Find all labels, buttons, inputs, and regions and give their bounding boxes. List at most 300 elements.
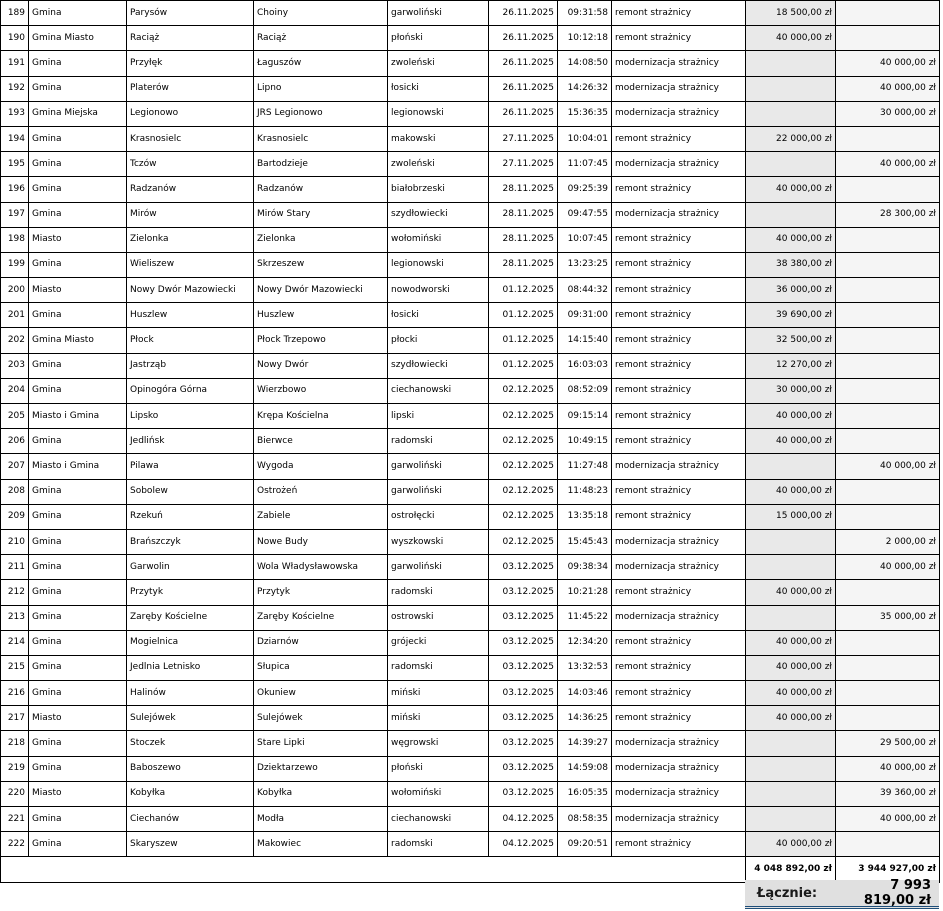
cell-municipality: Baboszewo [127,756,254,781]
cell-type: Gmina [29,655,127,680]
table-row [1,832,940,857]
table-row [1,807,940,832]
cell-time: 09:15:14 [558,404,612,429]
cell-municipality: Wieliszew [127,252,254,277]
cell-type: Gmina [29,353,127,378]
cell-locality: Stare Lipki [254,731,388,756]
cell-type: Gmina [29,177,127,202]
cell-time: 14:03:46 [558,681,612,706]
cell-locality: Zabiele [254,504,388,529]
grand-total [745,880,939,909]
cell-county: wołomiński [388,781,489,806]
cell-type: Gmina [29,529,127,554]
cell-no: 208 [1,479,29,504]
cell-municipality: Zaręby Kościelne [127,605,254,630]
cell-date: 26.11.2025 [489,1,558,26]
cell-county: łosicki [388,303,489,328]
cell-time: 15:45:43 [558,529,612,554]
cell-date: 26.11.2025 [489,51,558,76]
cell-locality: Krępa Kościelna [254,404,388,429]
cell-locality: Nowe Budy [254,529,388,554]
cell-type: Gmina [29,479,127,504]
cell-county: grójecki [388,630,489,655]
cell-amt1: 40 000,00 zł [746,580,836,605]
cell-municipality: Jedlińsk [127,429,254,454]
table-row [1,328,940,353]
cell-date: 01.12.2025 [489,278,558,303]
cell-time: 14:15:40 [558,328,612,353]
table-row [1,303,940,328]
cell-amt1 [746,807,836,832]
cell-no: 207 [1,454,29,479]
cell-county: szydłowiecki [388,353,489,378]
cell-municipality: Legionowo [127,101,254,126]
cell-amt2: 40 000,00 zł [836,555,940,580]
cell-no: 214 [1,630,29,655]
cell-type: Gmina [29,429,127,454]
cell-amt2: 2 000,00 zł [836,529,940,554]
cell-type: Gmina Miejska [29,101,127,126]
table-row [1,731,940,756]
cell-time: 08:52:09 [558,378,612,403]
cell-amt1 [746,152,836,177]
cell-no: 217 [1,706,29,731]
cell-type: Gmina [29,76,127,101]
cell-scope: modernizacja strażnicy [612,731,746,756]
cell-locality: Nowy Dwór Mazowiecki [254,278,388,303]
cell-municipality: Parysów [127,1,254,26]
cell-date: 02.12.2025 [489,504,558,529]
cell-time: 08:44:32 [558,278,612,303]
cell-amt2 [836,1,940,26]
cell-no: 199 [1,252,29,277]
cell-county: wołomiński [388,227,489,252]
cell-municipality: Rzekuń [127,504,254,529]
table-row [1,681,940,706]
cell-date: 27.11.2025 [489,126,558,151]
cell-no: 213 [1,605,29,630]
cell-county: ciechanowski [388,807,489,832]
cell-no: 193 [1,101,29,126]
cell-scope: remont strażnicy [612,353,746,378]
cell-county: radomski [388,655,489,680]
cell-amt1: 40 000,00 zł [746,832,836,857]
cell-county: łosicki [388,76,489,101]
cell-time: 11:27:48 [558,454,612,479]
cell-scope: remont strażnicy [612,429,746,454]
cell-type: Gmina Miasto [29,328,127,353]
cell-locality: Bartodzieje [254,152,388,177]
cell-locality: Choiny [254,1,388,26]
cell-time: 13:23:25 [558,252,612,277]
table-row [1,26,940,51]
cell-amt2 [836,26,940,51]
cell-type: Gmina [29,202,127,227]
cell-amt1: 30 000,00 zł [746,378,836,403]
cell-amt1 [746,731,836,756]
cell-amt2 [836,681,940,706]
table-row [1,605,940,630]
table-row [1,404,940,429]
cell-date: 02.12.2025 [489,404,558,429]
table-row [1,51,940,76]
cell-time: 09:25:39 [558,177,612,202]
cell-time: 14:59:08 [558,756,612,781]
cell-amt1: 40 000,00 zł [746,630,836,655]
cell-county: ciechanowski [388,378,489,403]
cell-time: 11:07:45 [558,152,612,177]
cell-type: Gmina [29,630,127,655]
cell-date: 26.11.2025 [489,76,558,101]
cell-locality: Krasnosielc [254,126,388,151]
cell-no: 196 [1,177,29,202]
cell-date: 03.12.2025 [489,605,558,630]
cell-locality: Lipno [254,76,388,101]
cell-scope: remont strażnicy [612,630,746,655]
cell-time: 08:58:35 [558,807,612,832]
cell-amt1: 39 690,00 zł [746,303,836,328]
cell-scope: modernizacja strażnicy [612,454,746,479]
cell-amt2 [836,404,940,429]
cell-type: Gmina [29,731,127,756]
cell-date: 01.12.2025 [489,353,558,378]
cell-date: 02.12.2025 [489,429,558,454]
cell-municipality: Nowy Dwór Mazowiecki [127,278,254,303]
cell-amt1: 22 000,00 zł [746,126,836,151]
table-row [1,479,940,504]
cell-amt1: 40 000,00 zł [746,706,836,731]
table-row [1,555,940,580]
cell-county: garwoliński [388,555,489,580]
cell-amt1: 32 500,00 zł [746,328,836,353]
cell-scope: remont strażnicy [612,328,746,353]
cell-time: 13:32:53 [558,655,612,680]
cell-no: 189 [1,1,29,26]
cell-time: 11:48:23 [558,479,612,504]
cell-county: ostrołęcki [388,504,489,529]
cell-time: 16:05:35 [558,781,612,806]
cell-municipality: Krasnosielc [127,126,254,151]
cell-scope: modernizacja strażnicy [612,807,746,832]
cell-date: 04.12.2025 [489,832,558,857]
cell-type: Gmina [29,605,127,630]
cell-county: zwoleński [388,51,489,76]
cell-scope: modernizacja strażnicy [612,101,746,126]
cell-scope: modernizacja strażnicy [612,529,746,554]
cell-time: 10:21:28 [558,580,612,605]
cell-scope: remont strażnicy [612,378,746,403]
cell-amt2 [836,655,940,680]
cell-no: 202 [1,328,29,353]
cell-type: Gmina [29,303,127,328]
grand-total-label: Łącznie: [757,885,818,901]
cell-amt1: 36 000,00 zł [746,278,836,303]
cell-amt2 [836,328,940,353]
cell-amt2 [836,278,940,303]
cell-date: 02.12.2025 [489,378,558,403]
cell-no: 215 [1,655,29,680]
cell-date: 28.11.2025 [489,177,558,202]
cell-municipality: Płock [127,328,254,353]
cell-scope: remont strażnicy [612,504,746,529]
cell-municipality: Zielonka [127,227,254,252]
cell-locality: Słupica [254,655,388,680]
cell-county: garwoliński [388,479,489,504]
cell-municipality: Platerów [127,76,254,101]
cell-county: legionowski [388,101,489,126]
cell-amt2 [836,252,940,277]
cell-amt1 [746,756,836,781]
cell-no: 204 [1,378,29,403]
cell-locality: Wola Władysławowska [254,555,388,580]
grand-total-value: 7 993 819,00 zł [863,878,931,908]
table-row [1,706,940,731]
cell-locality: Makowiec [254,832,388,857]
cell-amt1 [746,454,836,479]
cell-locality: Przytyk [254,580,388,605]
cell-county: makowski [388,126,489,151]
cell-type: Gmina [29,378,127,403]
cell-no: 206 [1,429,29,454]
cell-no: 200 [1,278,29,303]
cell-date: 26.11.2025 [489,101,558,126]
cell-amt1: 18 500,00 zł [746,1,836,26]
cell-time: 09:31:58 [558,1,612,26]
cell-no: 220 [1,781,29,806]
cell-locality: Mirów Stary [254,202,388,227]
cell-date: 02.12.2025 [489,529,558,554]
cell-no: 210 [1,529,29,554]
cell-time: 09:31:00 [558,303,612,328]
cell-time: 15:36:35 [558,101,612,126]
cell-date: 04.12.2025 [489,807,558,832]
cell-type: Gmina [29,51,127,76]
cell-scope: remont strażnicy [612,832,746,857]
cell-date: 03.12.2025 [489,555,558,580]
cell-locality: Płock Trzepowo [254,328,388,353]
cell-municipality: Halinów [127,681,254,706]
cell-locality: Kobyłka [254,781,388,806]
table-row [1,529,940,554]
cell-date: 27.11.2025 [489,152,558,177]
cell-no: 194 [1,126,29,151]
cell-amt2 [836,630,940,655]
cell-type: Gmina [29,555,127,580]
cell-no: 221 [1,807,29,832]
cell-no: 203 [1,353,29,378]
cell-type: Miasto [29,278,127,303]
table-body [1,1,940,857]
cell-scope: remont strażnicy [612,126,746,151]
cell-date: 28.11.2025 [489,202,558,227]
cell-type: Gmina [29,152,127,177]
cell-amt1 [746,202,836,227]
cell-time: 10:49:15 [558,429,612,454]
cell-type: Gmina Miasto [29,26,127,51]
cell-amt2: 28 300,00 zł [836,202,940,227]
table-row [1,504,940,529]
cell-time: 10:07:45 [558,227,612,252]
cell-municipality: Tczów [127,152,254,177]
cell-amt1: 12 270,00 zł [746,353,836,378]
cell-scope: remont strażnicy [612,303,746,328]
cell-county: radomski [388,832,489,857]
cell-scope: remont strażnicy [612,706,746,731]
cell-municipality: Radzanów [127,177,254,202]
cell-scope: remont strażnicy [612,252,746,277]
table-row [1,76,940,101]
cell-county: wyszkowski [388,529,489,554]
cell-no: 211 [1,555,29,580]
cell-locality: JRS Legionowo [254,101,388,126]
cell-locality: Bierwce [254,429,388,454]
cell-scope: remont strażnicy [612,479,746,504]
cell-amt2 [836,706,940,731]
cell-county: szydłowiecki [388,202,489,227]
cell-time: 13:35:18 [558,504,612,529]
cell-no: 205 [1,404,29,429]
cell-date: 28.11.2025 [489,252,558,277]
table-row [1,429,940,454]
cell-amt1: 40 000,00 zł [746,429,836,454]
cell-amt2 [836,832,940,857]
cell-no: 218 [1,731,29,756]
cell-county: białobrzeski [388,177,489,202]
cell-no: 219 [1,756,29,781]
table-row [1,781,940,806]
cell-scope: remont strażnicy [612,655,746,680]
cell-type: Gmina [29,504,127,529]
cell-time: 09:20:51 [558,832,612,857]
table-row [1,655,940,680]
cell-amt2 [836,580,940,605]
cell-date: 03.12.2025 [489,781,558,806]
cell-date: 02.12.2025 [489,479,558,504]
cell-time: 14:08:50 [558,51,612,76]
cell-type: Gmina [29,580,127,605]
cell-locality: Ostrożeń [254,479,388,504]
cell-municipality: Opinogóra Górna [127,378,254,403]
cell-amt1: 40 000,00 zł [746,655,836,680]
cell-type: Miasto i Gmina [29,454,127,479]
cell-municipality: Stoczek [127,731,254,756]
cell-amt1: 40 000,00 zł [746,26,836,51]
cell-date: 03.12.2025 [489,681,558,706]
cell-date: 03.12.2025 [489,731,558,756]
cell-county: ostrowski [388,605,489,630]
cell-amt2: 35 000,00 zł [836,605,940,630]
cell-amt2: 40 000,00 zł [836,807,940,832]
cell-county: płoński [388,756,489,781]
cell-date: 26.11.2025 [489,26,558,51]
cell-type: Gmina [29,126,127,151]
cell-county: miński [388,681,489,706]
cell-time: 14:39:27 [558,731,612,756]
cell-amt1: 40 000,00 zł [746,479,836,504]
cell-type: Miasto [29,227,127,252]
cell-locality: Modła [254,807,388,832]
cell-amt2 [836,479,940,504]
cell-amt1 [746,529,836,554]
table-row [1,580,940,605]
cell-scope: remont strażnicy [612,681,746,706]
cell-no: 212 [1,580,29,605]
cell-scope: remont strażnicy [612,404,746,429]
cell-amt1: 40 000,00 zł [746,404,836,429]
cell-locality: Huszlew [254,303,388,328]
cell-scope: remont strażnicy [612,177,746,202]
cell-time: 09:47:55 [558,202,612,227]
table-row [1,126,940,151]
cell-municipality: Brańszczyk [127,529,254,554]
table-row [1,278,940,303]
cell-type: Miasto i Gmina [29,404,127,429]
cell-scope: modernizacja strażnicy [612,76,746,101]
cell-county: płoński [388,26,489,51]
cell-no: 192 [1,76,29,101]
cell-municipality: Huszlew [127,303,254,328]
sums-row [1,857,940,882]
table-row [1,1,940,26]
cell-amt1: 40 000,00 zł [746,227,836,252]
cell-amt2 [836,126,940,151]
cell-time: 12:34:20 [558,630,612,655]
table-row [1,177,940,202]
cell-scope: modernizacja strażnicy [612,555,746,580]
cell-county: garwoliński [388,1,489,26]
cell-municipality: Lipsko [127,404,254,429]
cell-no: 191 [1,51,29,76]
cell-amt1 [746,555,836,580]
cell-municipality: Garwolin [127,555,254,580]
cell-locality: Nowy Dwór [254,353,388,378]
table-row [1,756,940,781]
cell-locality: Zielonka [254,227,388,252]
cell-type: Gmina [29,1,127,26]
cell-amt2 [836,303,940,328]
cell-no: 216 [1,681,29,706]
cell-municipality: Sobolew [127,479,254,504]
cell-type: Gmina [29,807,127,832]
cell-county: lipski [388,404,489,429]
cell-amt2 [836,227,940,252]
cell-date: 03.12.2025 [489,580,558,605]
cell-municipality: Mogielnica [127,630,254,655]
cell-no: 198 [1,227,29,252]
cell-municipality: Przytyk [127,580,254,605]
cell-time: 16:03:03 [558,353,612,378]
cell-type: Miasto [29,781,127,806]
cell-type: Miasto [29,706,127,731]
cell-time: 10:12:18 [558,26,612,51]
cell-amt2: 40 000,00 zł [836,51,940,76]
cell-amt1: 38 380,00 zł [746,252,836,277]
cell-date: 01.12.2025 [489,328,558,353]
cell-scope: remont strażnicy [612,278,746,303]
cell-municipality: Jastrząb [127,353,254,378]
cell-locality: Skrzeszew [254,252,388,277]
cell-amt1 [746,101,836,126]
cell-type: Gmina [29,252,127,277]
cell-type: Gmina [29,756,127,781]
cell-date: 03.12.2025 [489,630,558,655]
cell-locality: Sulejówek [254,706,388,731]
cell-no: 197 [1,202,29,227]
cell-municipality: Raciąż [127,26,254,51]
cell-municipality: Jedlnia Letnisko [127,655,254,680]
cell-locality: Dziektarzewo [254,756,388,781]
cell-county: radomski [388,429,489,454]
